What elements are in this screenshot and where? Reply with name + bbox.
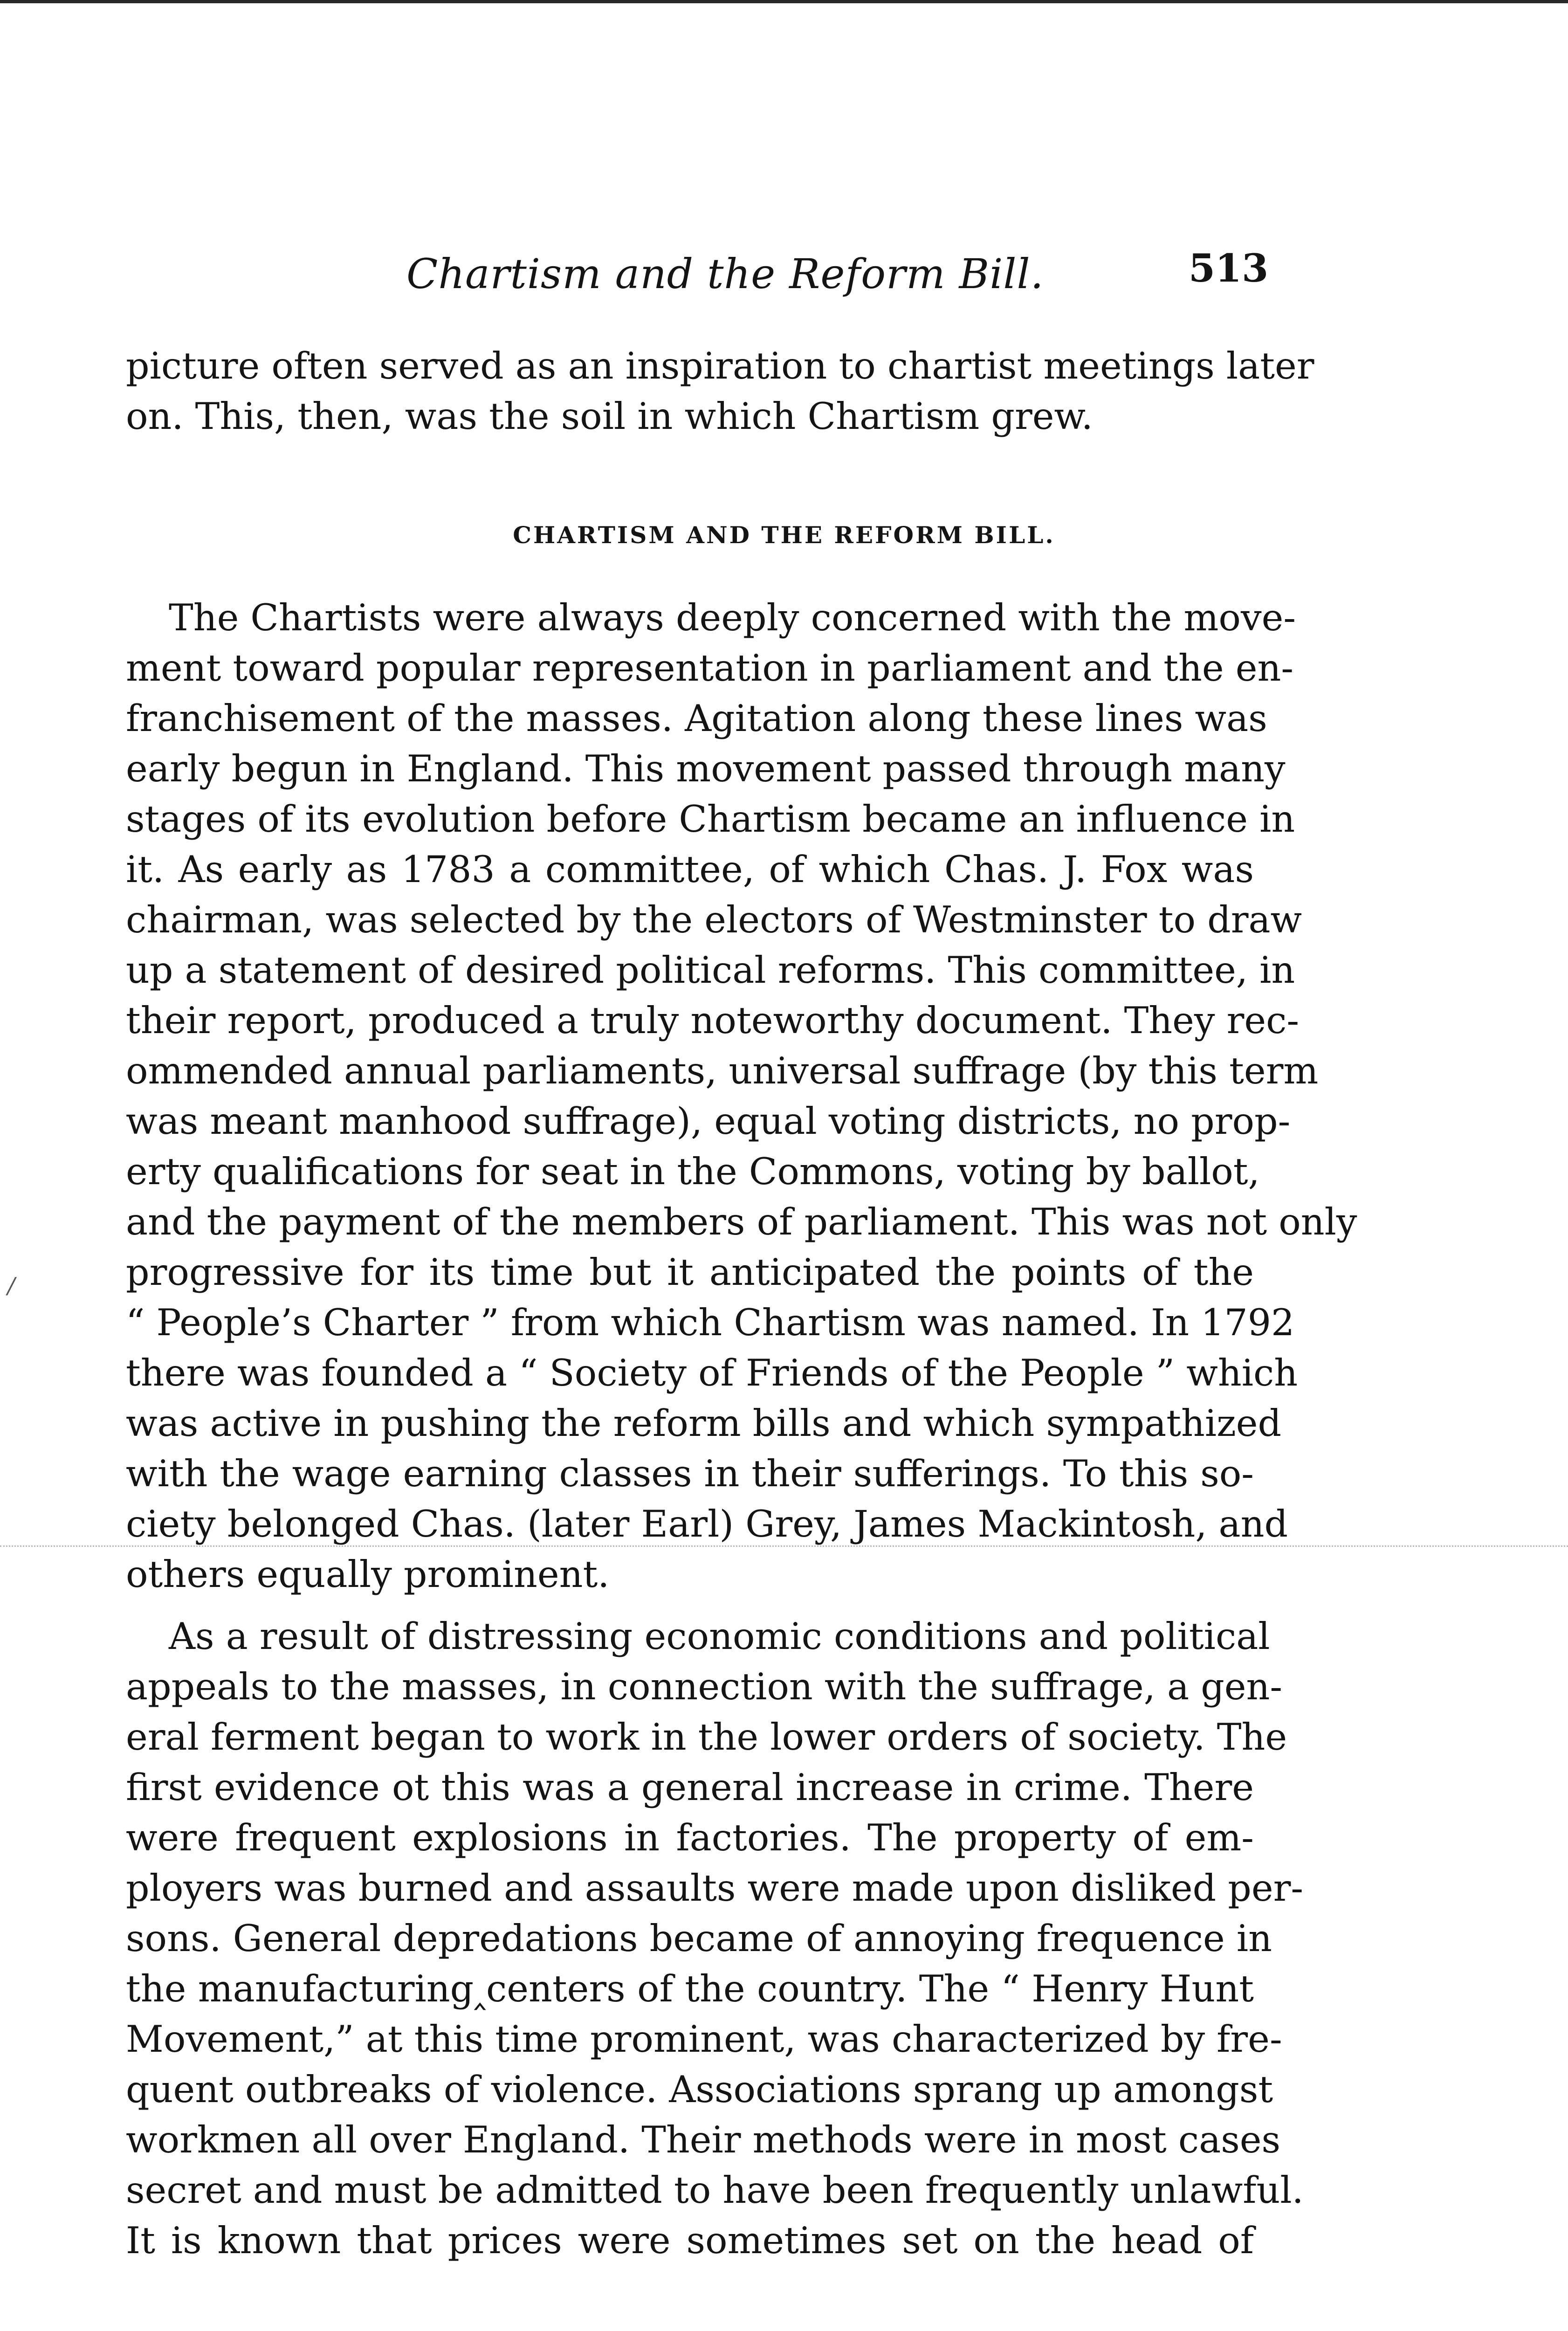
text-line: progressive for its time but it anticipated the points of the <box>126 1251 1254 1294</box>
text-line: workmen all over England. Their methods were in most cases <box>126 2118 1281 2161</box>
text-line: eral ferment began to work in the lower orders of society. The <box>126 1716 1287 1759</box>
page-number: 513 <box>1189 246 1269 291</box>
text-line: were frequent explosions in factories. The property of em- <box>126 1816 1254 1859</box>
text-line: and the payment of the members of parliament. This was not only <box>126 1200 1357 1243</box>
text-line: erty qualifications for seat in the Commons, voting by ballot, <box>126 1150 1260 1193</box>
text-line: with the wage earning classes in their sufferings. To this so- <box>126 1452 1254 1495</box>
text-line: picture often served as an inspiration to chartist meetings later <box>126 345 1314 387</box>
text-line: there was founded a “ Society of Friends of the People ” which <box>126 1352 1298 1394</box>
text-line: Movement,” at this time prominent, was characterized by fre- <box>126 2018 1282 2061</box>
stray-margin-mark: / <box>7 1273 15 1299</box>
text-line: sons. General depredations became of annoying frequence in <box>126 1917 1272 1960</box>
text-line: ciety belonged Chas. (later Earl) Grey, James Mackintosh, and <box>126 1503 1288 1545</box>
section-heading: CHARTISM AND THE REFORM BILL. <box>513 521 1055 549</box>
text-line: was active in pushing the reform bills and which sympathized <box>126 1402 1282 1445</box>
text-line: chairman, was selected by the electors of Westminster to draw <box>126 898 1302 941</box>
text-line: As a result of distressing economic conditions and political <box>169 1615 1270 1658</box>
running-head: Chartism and the Reform Bill. <box>406 250 1044 298</box>
text-line: on. This, then, was the soil in which Chartism grew. <box>126 395 1093 438</box>
text-line: their report, produced a truly noteworthy document. They rec- <box>126 999 1300 1042</box>
text-line: it. As early as 1783 a committee, of which Chas. J. Fox was <box>126 848 1254 891</box>
text-line: franchisement of the masses. Agitation along these lines was <box>126 697 1267 740</box>
text-line: up a statement of desired political reforms. This committee, in <box>126 949 1295 992</box>
text-line: ment toward popular representation in parliament and the en- <box>126 647 1294 690</box>
text-line: The Chartists were always deeply concerned with the move- <box>169 596 1296 639</box>
text-line: early begun in England. This movement passed through many <box>126 747 1286 790</box>
text-line: others equally prominent. <box>126 1553 610 1596</box>
text-line: was meant manhood suffrage), equal voting districts, no prop- <box>126 1100 1291 1143</box>
text-line: first evidence ot this was a general increase in crime. There <box>126 1766 1254 1809</box>
text-line: secret and must be admitted to have been frequently unlawful. <box>126 2169 1304 2212</box>
text-line: “ People’s Charter ” from which Chartism was named. In 1792 <box>126 1301 1295 1344</box>
text-line: ployers was burned and assaults were made upon disliked per- <box>126 1867 1304 1910</box>
text-line: stages of its evolution before Chartism became an influence in <box>126 798 1295 841</box>
text-line: appeals to the masses, in connection with the suffrage, a gen- <box>126 1665 1283 1708</box>
text-line: It is known that prices were sometimes set on the head of <box>126 2219 1254 2262</box>
text-line: the manufacturing‸centers of the country. The “ Henry Hunt <box>126 1967 1254 2010</box>
text-line: quent outbreaks of violence. Associations sprang up amongst <box>126 2068 1273 2111</box>
text-line: ommended annual parliaments, universal suffrage (by this term <box>126 1049 1319 1092</box>
scan-top-edge <box>0 0 1568 7</box>
